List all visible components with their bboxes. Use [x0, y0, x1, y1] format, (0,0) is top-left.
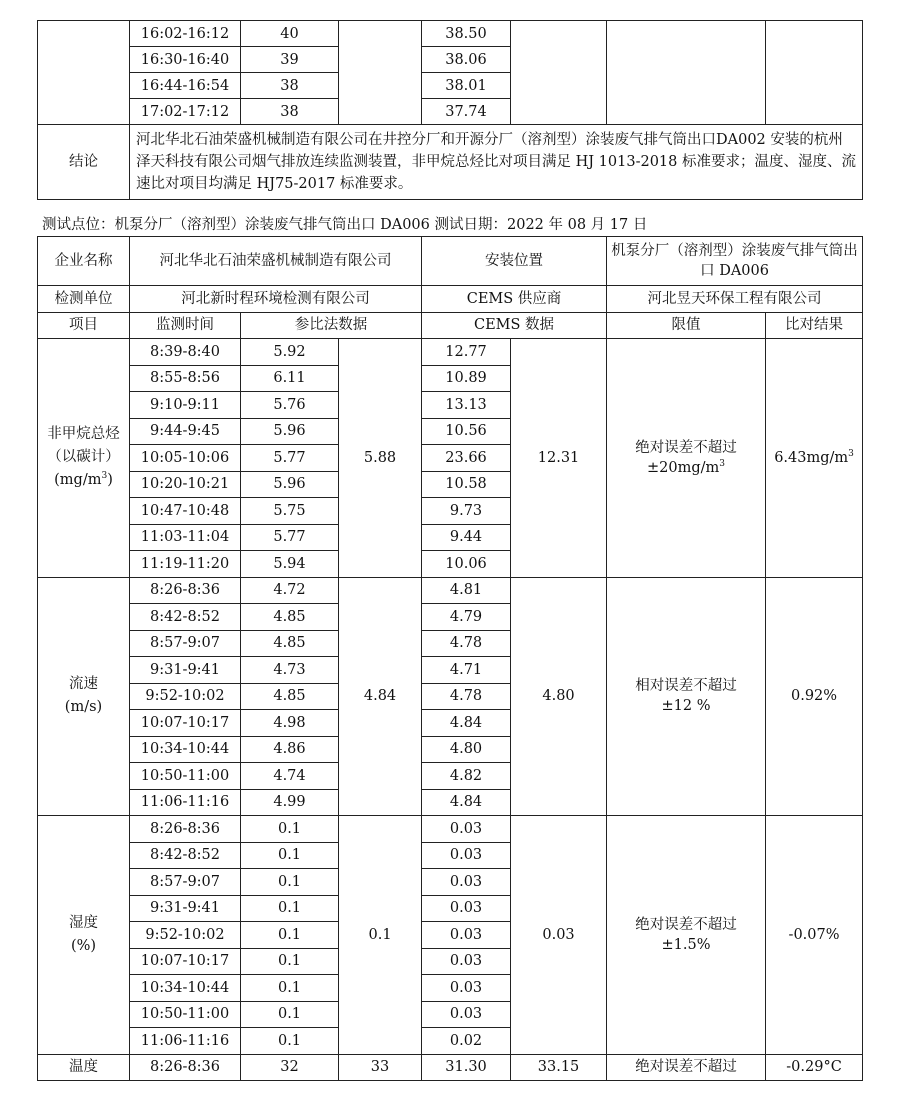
- cems-value-cell: 10.56: [422, 418, 511, 445]
- cems-value-cell: 4.78: [422, 683, 511, 710]
- cems-avg-cell: 4.80: [511, 577, 607, 816]
- limit-cell: [607, 339, 766, 578]
- result-text: 6.43mg/m: [774, 449, 849, 466]
- result-superscript: 3: [848, 448, 854, 459]
- time-cell: 10:34-10:44: [130, 975, 241, 1002]
- cems-value-cell: 23.66: [422, 445, 511, 472]
- cems-value-cell: 0.03: [422, 842, 511, 869]
- cems-value-cell: 38.01: [422, 73, 511, 99]
- time-cell: 16:44-16:54: [130, 73, 241, 99]
- time-cell: 10:34-10:44: [130, 736, 241, 763]
- item-label-line: (m/s): [64, 699, 103, 716]
- ref-avg-cell: [339, 21, 422, 125]
- cems-value-cell: 0.03: [422, 1001, 511, 1028]
- result-cell: -0.29°C: [766, 1054, 863, 1081]
- cems-avg-cell: 0.03: [511, 816, 607, 1055]
- header-result: 比对结果: [766, 312, 863, 339]
- time-cell: 9:52-10:02: [130, 922, 241, 949]
- company-value: 河北华北石油荣盛机械制造有限公司: [130, 237, 422, 286]
- cems-value-cell: 4.80: [422, 736, 511, 763]
- ref-value-cell: 5.76: [241, 392, 339, 419]
- ref-avg-cell: 5.88: [339, 339, 422, 578]
- cems-value-cell: 37.74: [422, 99, 511, 125]
- time-cell: 16:30-16:40: [130, 47, 241, 73]
- ref-value-cell: 5.77: [241, 524, 339, 551]
- ref-value-cell: 5.75: [241, 498, 339, 525]
- cems-value-cell: 4.82: [422, 763, 511, 790]
- ref-value-cell: 38: [241, 99, 339, 125]
- cems-value-cell: 10.58: [422, 471, 511, 498]
- conclusion-label: 结论: [38, 125, 130, 200]
- ref-value-cell: 4.74: [241, 763, 339, 790]
- label-superscript: 3: [101, 471, 108, 482]
- ref-value-cell: 0.1: [241, 922, 339, 949]
- time-cell: 8:57-9:07: [130, 869, 241, 896]
- ref-value-cell: 39: [241, 47, 339, 73]
- result-cell: [766, 816, 863, 1055]
- header-row: [38, 312, 863, 339]
- ref-value-cell: 0.1: [241, 842, 339, 869]
- time-cell: 9:31-9:41: [130, 895, 241, 922]
- comparison-table: [37, 236, 863, 1081]
- ref-value-cell: 4.72: [241, 577, 339, 604]
- blocks-body: [38, 339, 863, 1055]
- cems-value-cell: 12.77: [422, 339, 511, 366]
- previous-results-table: [37, 20, 863, 200]
- time-cell: 10:47-10:48: [130, 498, 241, 525]
- ref-value-cell: 32: [241, 1054, 339, 1081]
- time-cell: 10:07-10:17: [130, 948, 241, 975]
- limit-line: [607, 458, 765, 478]
- item-label-line: [38, 469, 129, 492]
- cems-value-cell: 10.06: [422, 551, 511, 578]
- time-cell: 10:50-11:00: [130, 1001, 241, 1028]
- time-cell: 10:50-11:00: [130, 763, 241, 790]
- header-ref: 参比法数据: [241, 312, 422, 339]
- limit-line: [607, 935, 765, 955]
- time-cell: 8:26-8:36: [130, 577, 241, 604]
- limit-cell: [607, 577, 766, 816]
- limit-line: 相对误差不超过: [635, 678, 737, 695]
- ref-avg-cell: 4.84: [339, 577, 422, 816]
- time-cell: 11:19-11:20: [130, 551, 241, 578]
- result-cell: [766, 339, 863, 578]
- result-text: -0.07%: [788, 926, 840, 943]
- cems-value-cell: 31.30: [422, 1054, 511, 1081]
- limit-line: [607, 696, 765, 716]
- item-label-line: 流速: [69, 676, 98, 693]
- ref-avg-cell: 33: [339, 1054, 422, 1081]
- cems-value-cell: 4.79: [422, 604, 511, 631]
- cems-avg-cell: [511, 21, 607, 125]
- time-cell: 10:05-10:06: [130, 445, 241, 472]
- limit-superscript: 3: [719, 458, 726, 469]
- temperature-row: [38, 1054, 863, 1081]
- cems-value-cell: 10.89: [422, 365, 511, 392]
- ref-value-cell: 4.85: [241, 604, 339, 631]
- limit-cell: [607, 21, 766, 125]
- cems-value-cell: 0.03: [422, 869, 511, 896]
- test-point-caption: 测试点位：机泵分厂（溶剂型）涂装废气排气筒出口 DA006 测试日期：2022 年 08 月 17 日: [42, 217, 648, 233]
- ref-value-cell: 0.1: [241, 975, 339, 1002]
- time-cell: 17:02-17:12: [130, 99, 241, 125]
- item-label-line: 非甲烷总烃: [47, 426, 120, 443]
- conclusion-row: [38, 125, 863, 200]
- item-label-cell: [38, 816, 130, 1055]
- limit-text: ±12 %: [661, 698, 711, 715]
- ref-value-cell: 5.96: [241, 418, 339, 445]
- ref-value-cell: 4.86: [241, 736, 339, 763]
- item-label-line: （以碳计）: [47, 449, 120, 466]
- table-row: [38, 816, 863, 843]
- ref-value-cell: 0.1: [241, 869, 339, 896]
- ref-value-cell: 4.85: [241, 630, 339, 657]
- item-label-line: (%): [70, 937, 97, 954]
- cems-avg-cell: 12.31: [511, 339, 607, 578]
- result-cell: [766, 577, 863, 816]
- table-row: [38, 339, 863, 366]
- time-cell: 8:55-8:56: [130, 365, 241, 392]
- ref-value-cell: 5.96: [241, 471, 339, 498]
- install-value: 机泵分厂（溶剂型）涂装废气排气筒出口 DA006: [607, 237, 863, 286]
- item-label-line: 湿度: [69, 914, 98, 931]
- cems-value-cell: 4.84: [422, 789, 511, 816]
- ref-value-cell: 4.98: [241, 710, 339, 737]
- time-cell: 8:26-8:36: [130, 1054, 241, 1081]
- limit-text: ±20mg/m: [647, 459, 720, 476]
- supplier-label: CEMS 供应商: [422, 286, 607, 313]
- limit-cell: [607, 816, 766, 1055]
- ref-value-cell: 40: [241, 21, 339, 47]
- time-cell: 11:06-11:16: [130, 789, 241, 816]
- time-cell: 9:52-10:02: [130, 683, 241, 710]
- ref-value-cell: 0.1: [241, 1001, 339, 1028]
- ref-value-cell: 0.1: [241, 948, 339, 975]
- time-cell: 16:02-16:12: [130, 21, 241, 47]
- cems-value-cell: 13.13: [422, 392, 511, 419]
- ref-value-cell: 0.1: [241, 816, 339, 843]
- time-cell: 11:03-11:04: [130, 524, 241, 551]
- item-label-cell: [38, 577, 130, 816]
- cems-value-cell: 0.03: [422, 948, 511, 975]
- company-label: 企业名称: [38, 237, 130, 286]
- time-cell: 9:10-9:11: [130, 392, 241, 419]
- ref-value-cell: 5.77: [241, 445, 339, 472]
- cems-value-cell: 38.06: [422, 47, 511, 73]
- header-item: 项目: [38, 312, 130, 339]
- item-cell: [38, 21, 130, 125]
- cems-value-cell: 9.44: [422, 524, 511, 551]
- unit-value: 河北新时程环境检测有限公司: [130, 286, 422, 313]
- limit-line: 绝对误差不超过: [635, 439, 737, 456]
- ref-value-cell: 5.94: [241, 551, 339, 578]
- ref-value-cell: 4.99: [241, 789, 339, 816]
- cems-value-cell: 4.84: [422, 710, 511, 737]
- cems-value-cell: 4.78: [422, 630, 511, 657]
- ref-value-cell: 38: [241, 73, 339, 99]
- info-row-unit: [38, 286, 863, 313]
- unit-label: 检测单位: [38, 286, 130, 313]
- ref-value-cell: 4.85: [241, 683, 339, 710]
- time-cell: 8:42-8:52: [130, 842, 241, 869]
- result-text: 0.92%: [791, 688, 838, 705]
- time-cell: 11:06-11:16: [130, 1028, 241, 1055]
- cems-value-cell: 9.73: [422, 498, 511, 525]
- supplier-value: 河北昱天环保工程有限公司: [607, 286, 863, 313]
- cems-value-cell: 0.03: [422, 922, 511, 949]
- cems-value-cell: 0.03: [422, 895, 511, 922]
- time-cell: 8:39-8:40: [130, 339, 241, 366]
- cems-value-cell: 0.02: [422, 1028, 511, 1055]
- time-cell: 8:26-8:36: [130, 816, 241, 843]
- item-label-cell: [38, 339, 130, 578]
- temp-label: 温度: [38, 1054, 130, 1081]
- table-row: [38, 21, 863, 47]
- ref-value-cell: 6.11: [241, 365, 339, 392]
- conclusion-text: 河北华北石油荣盛机械制造有限公司在井控分厂和开源分厂（溶剂型）涂装废气排气筒出口DA002 安装的杭州泽天科技有限公司烟气排放连续监测装置，非甲烷总烃比对项目满足 HJ 1013-2018 标准要求；温度、湿度、流速比对项目均满足 HJ75-2017 标准要求。: [130, 125, 863, 200]
- cems-value-cell: 0.03: [422, 816, 511, 843]
- time-cell: 10:20-10:21: [130, 471, 241, 498]
- time-cell: 9:31-9:41: [130, 657, 241, 684]
- cems-value-cell: 0.03: [422, 975, 511, 1002]
- cems-value-cell: 4.71: [422, 657, 511, 684]
- install-label: 安装位置: [422, 237, 607, 286]
- info-row-company: [38, 237, 863, 286]
- label-text: (mg/m: [54, 472, 102, 489]
- cems-value-cell: 4.81: [422, 577, 511, 604]
- time-cell: 8:57-9:07: [130, 630, 241, 657]
- header-limit: 限值: [607, 312, 766, 339]
- table-row: [38, 577, 863, 604]
- limit-line: 绝对误差不超过: [635, 916, 737, 933]
- cems-value-cell: 38.50: [422, 21, 511, 47]
- time-cell: 9:44-9:45: [130, 418, 241, 445]
- ref-value-cell: 0.1: [241, 895, 339, 922]
- time-cell: 8:42-8:52: [130, 604, 241, 631]
- ref-value-cell: 4.73: [241, 657, 339, 684]
- ref-avg-cell: 0.1: [339, 816, 422, 1055]
- header-time: 监测时间: [130, 312, 241, 339]
- ref-value-cell: 0.1: [241, 1028, 339, 1055]
- limit-cell: 绝对误差不超过: [607, 1054, 766, 1081]
- header-cems: CEMS 数据: [422, 312, 607, 339]
- cems-avg-cell: 33.15: [511, 1054, 607, 1081]
- ref-value-cell: 5.92: [241, 339, 339, 366]
- time-cell: 10:07-10:17: [130, 710, 241, 737]
- limit-text: ±1.5%: [661, 936, 711, 953]
- result-cell: [766, 21, 863, 125]
- label-text: ): [107, 472, 113, 489]
